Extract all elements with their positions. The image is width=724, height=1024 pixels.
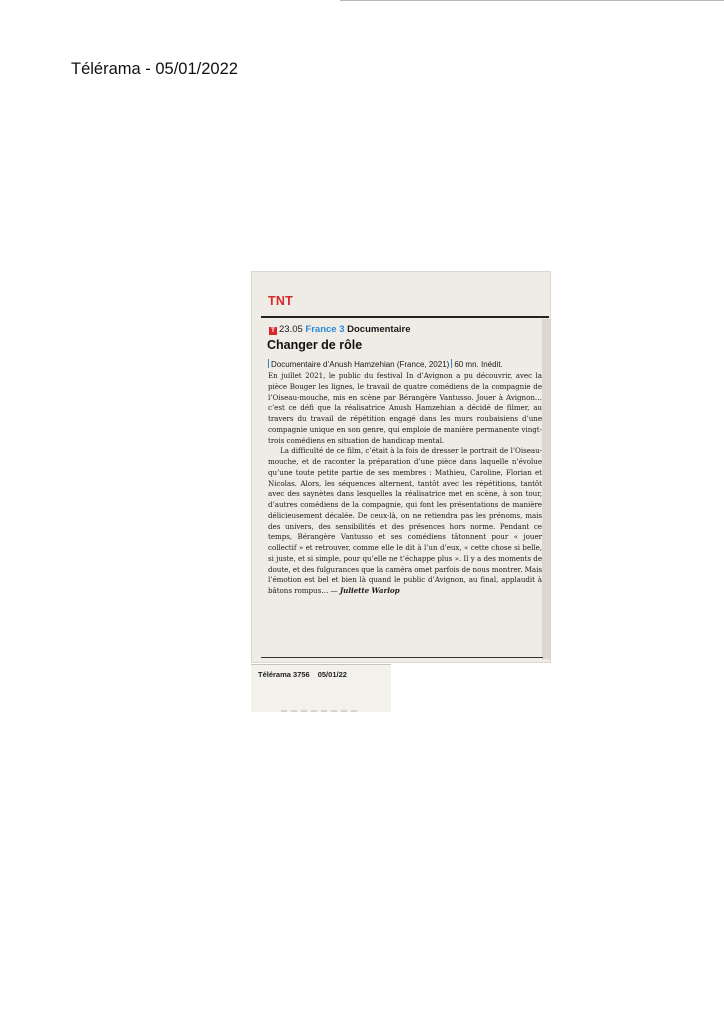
page-header: Télérama - 05/01/2022 — [71, 60, 238, 78]
programme-credit — [268, 359, 503, 369]
programme-title: Changer de rôle — [267, 338, 363, 352]
channel-name: France 3 — [305, 324, 345, 335]
programme-genre: Documentaire — [347, 324, 411, 335]
review-paragraph-2 — [268, 446, 542, 597]
credit-bar-icon — [268, 359, 269, 368]
credit-extra: 60 mn. Inédit. — [454, 360, 503, 369]
credit-separator-icon — [451, 359, 452, 368]
issue-number: Télérama 3756 — [258, 670, 310, 679]
listing-meta — [269, 324, 411, 335]
scan-smudge — [281, 710, 361, 712]
broadcast-time: 23.05 — [279, 324, 303, 335]
review-paragraph-1: En juillet 2021, le public du festival In d’Avignon a pu découvrir, avec la pièce Bouger les lignes, le travail de quatre comédiens de la compagnie de l’Oiseau-mouche, mis en scène par Bérangère Vantusso. Jouer à Avignon… c’est ce défi que la réalisatrice Anush Hamzehian a décidé de filmer, au travers du travail de répétition engagé dans les murs roubaisiens d’une compagnie unique en son genre, qui emploie de manière permanente vingt-trois comédiens en situation de handicap mental. — [268, 371, 542, 445]
review-paragraph-2-text: La difficulté de ce film, c’était à la fois de dresser le portrait de l’Oiseau-mouche, et de raconter la préparation d’une pièce dans laquelle n’évolue qu’une toute petite partie de ses membres : Mathieu, Caroline, Florian et Nicolas. Alors, les séquences alternent, tantôt avec les répétitions, tantôt avec des saynètes dans lesquelles la réalisatrice met en scène, à son tour, d’autres comédiens de la compagnie, qui font les présentations de manière délicieusement décalée. De ceux-là, on ne retiendra pas les prénoms, mais des univers, des sensibilités et des présences hors norme. Pendant ce temps, Bérangère Vantusso et ses comédiens tâtonnent pour « jouer collectif » et retrouver, comme elle le dit à l’un d’eux, « cette chose si belle, si juste, et si simple, pour qu’elle ne t’échappe plus ». Il y a des moments de doute, et des fulgurances que la caméra omet parfois de nous montrer. Mais l’émotion est bel et bien là quand le public d’Avignon, au final, applaudit à bâtons rompus… — — [268, 446, 542, 595]
section-rule — [261, 316, 549, 318]
section-label: TNT — [268, 294, 293, 308]
review-body — [268, 371, 542, 597]
scan-edge-line — [340, 0, 724, 1]
adjacent-column-shadow — [542, 319, 551, 659]
press-clipping — [251, 271, 551, 663]
source-reference — [258, 670, 347, 679]
recommendation-badge-icon: T — [269, 327, 277, 335]
credit-main: Documentaire d’Anush Hamzehian (France, 2021) — [271, 360, 450, 369]
stamp-border — [251, 664, 391, 665]
source-stamp — [251, 664, 391, 712]
review-author: Juliette Warlop — [339, 586, 400, 595]
article-end-rule — [261, 657, 543, 658]
issue-date: 05/01/22 — [317, 670, 347, 679]
